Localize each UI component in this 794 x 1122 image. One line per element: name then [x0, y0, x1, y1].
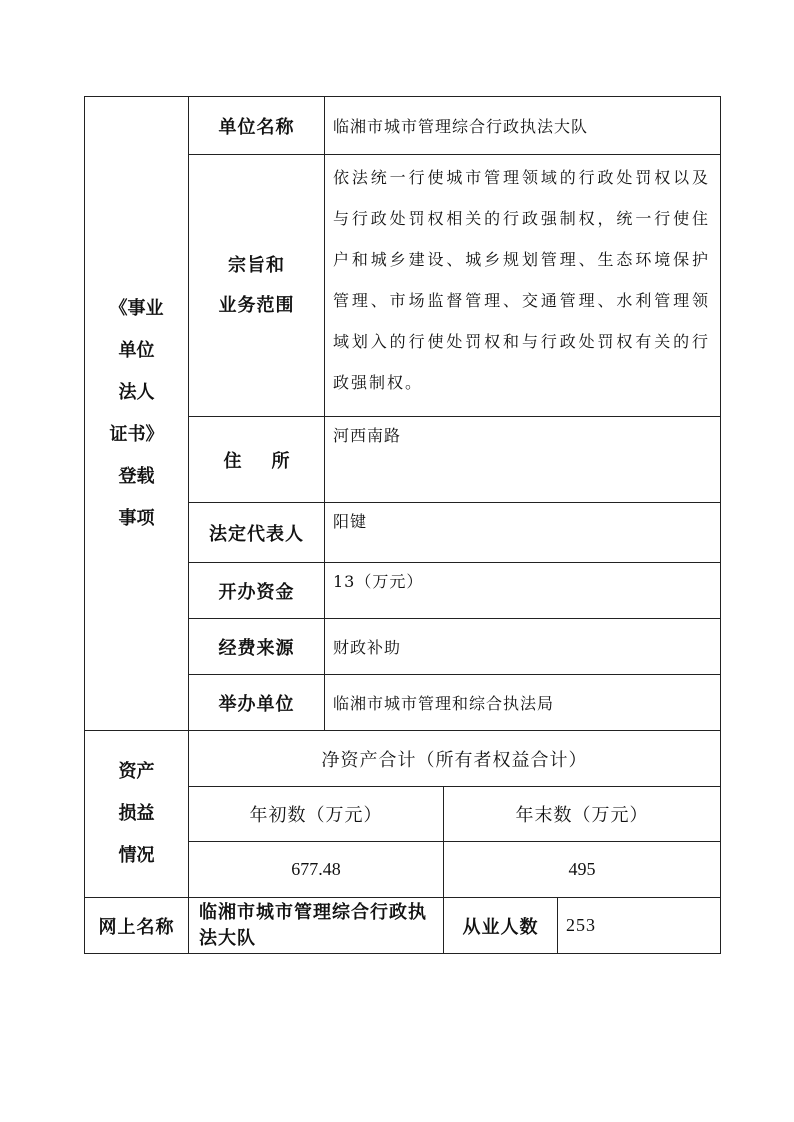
row-assets-title	[85, 731, 721, 787]
address-value: 河西南路	[325, 417, 721, 503]
start-of-year-label: 年初数（万元）	[189, 787, 444, 842]
row-footer	[85, 898, 721, 954]
start-of-year-value: 677.48	[189, 842, 444, 898]
purpose-label	[189, 155, 325, 417]
certificate-label-line: 单位	[118, 339, 155, 361]
assets-section-label	[85, 731, 189, 898]
capital-label: 开办资金	[189, 563, 325, 619]
certificate-label-line: 证书》	[109, 423, 164, 445]
assets-label-line: 情况	[118, 845, 155, 866]
capital-value: 13（万元）	[325, 563, 721, 619]
purpose-label-line: 业务范围	[218, 294, 295, 316]
assets-label-line: 损益	[118, 803, 155, 824]
registration-table	[84, 96, 721, 954]
employees-label: 从业人数	[444, 898, 558, 954]
net-assets-title: 净资产合计（所有者权益合计）	[189, 731, 721, 787]
employees-value: 253	[558, 898, 721, 954]
certificate-label-line: 《事业	[109, 297, 164, 319]
unit-name-value: 临湘市城市管理综合行政执法大队	[325, 97, 721, 155]
row-unit-name	[85, 97, 721, 155]
end-of-year-value: 495	[444, 842, 721, 898]
end-of-year-label: 年末数（万元）	[444, 787, 721, 842]
certificate-section-label	[85, 97, 189, 731]
legal-rep-value: 阳键	[325, 503, 721, 563]
purpose-label-line: 宗旨和	[228, 254, 285, 276]
online-name-value: 临湘市城市管理综合行政执法大队	[189, 898, 444, 954]
sponsor-value: 临湘市城市管理和综合执法局	[325, 675, 721, 731]
funding-value: 财政补助	[325, 619, 721, 675]
unit-name-label: 单位名称	[189, 97, 325, 155]
certificate-label-line: 事项	[118, 507, 155, 529]
assets-label-line: 资产	[118, 761, 155, 782]
legal-rep-label: 法定代表人	[189, 503, 325, 563]
address-label: 住所	[189, 417, 325, 503]
online-name-label: 网上名称	[85, 898, 189, 954]
certificate-label-line: 法人	[118, 381, 155, 403]
certificate-label-line: 登载	[118, 465, 155, 487]
sponsor-label: 举办单位	[189, 675, 325, 731]
funding-label: 经费来源	[189, 619, 325, 675]
purpose-value: 依法统一行使城市管理领域的行政处罚权以及与行政处罚权相关的行政强制权，统一行使住户和城乡建设、城乡规划管理、生态环境保护管理、市场监督管理、交通管理、水利管理领域划入的行使处罚权和与行政处罚权有关的行政强制权。	[325, 155, 721, 417]
